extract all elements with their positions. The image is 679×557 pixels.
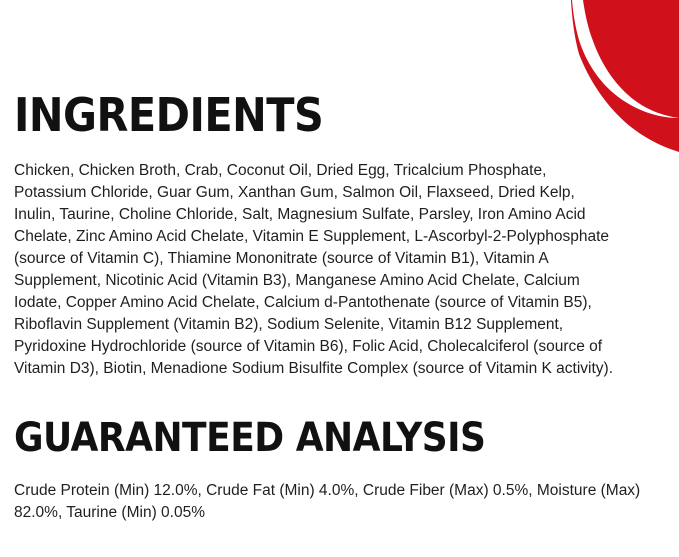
ingredients-text: Chicken, Chicken Broth, Crab, Coconut Oil, Dried Egg, Tricalcium Phosphate, Potassium Chloride, Guar Gum, Xanthan Gum, Salmon Oil, Flaxseed, Dried Kelp, Inulin, Taurine, Choline Chloride, Salt, Magnesium Sulfate, Parsley, Iron Amino Acid Chelate, Zinc Amino Acid Chelate, Vitamin E Supplement, L-Ascorbyl-2-Polyphosphate (source of Vitamin C), Thiamine Mononitrate (source of Vitamin B1), Vitamin A Supplement, Nicotinic Acid (Vitamin B3), Manganese Amino Acid Chelate, Calcium Iodate, Copper Amino Acid Chelate, Calcium d-Pantothenate (source of Vitamin B5), Riboflavin Supplement (Vitamin B2), Sodium Selenite, Vitamin B12 Supplement, Pyridoxine Hydrochloride (source of Vitamin B6), Folic Acid, Cholecalciferol (source of Vitamin D3), Biotin, Menadione Sodium Bisulfite Complex (source of Vitamin K activity). xyxy=(14,162,614,377)
ingredients-heading: INGREDIENTS xyxy=(14,88,324,142)
guaranteed-analysis-text: Crude Protein (Min) 12.0%, Crude Fat (Min) 4.0%, Crude Fiber (Max) 0.5%, Moisture (Max) 82.0%, Taurine (Min) 0.05% xyxy=(14,482,641,521)
guaranteed-analysis-heading: GUARANTEED ANALYSIS xyxy=(14,415,486,461)
